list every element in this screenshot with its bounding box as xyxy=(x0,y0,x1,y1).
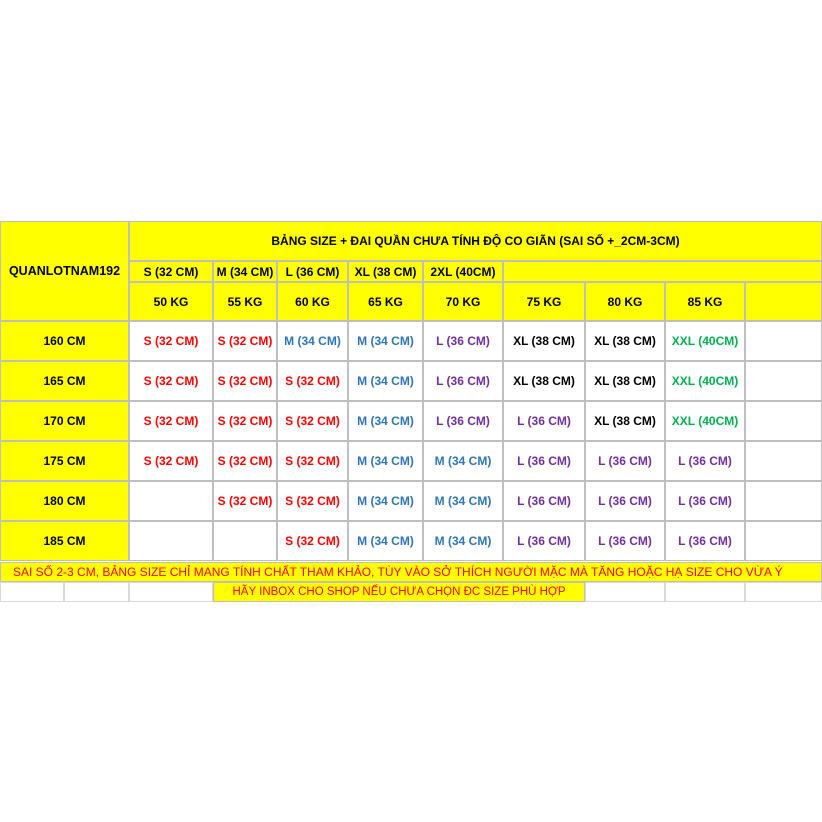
weight-header: 55 KG xyxy=(213,282,277,321)
height-label: 160 CM xyxy=(0,321,129,361)
weight-header: 75 KG xyxy=(503,282,585,321)
weight-header: 70 KG xyxy=(423,282,503,321)
height-label: 175 CM xyxy=(0,441,129,481)
brand-cell: QUANLOTNAM192 xyxy=(0,221,129,321)
size-legend-blank xyxy=(503,261,822,282)
size-cell: XL (38 CM) xyxy=(585,321,665,361)
size-cell: XL (38 CM) xyxy=(585,401,665,441)
blank-cell xyxy=(745,441,822,481)
size-cell: L (36 CM) xyxy=(585,521,665,561)
size-cell: M (34 CM) xyxy=(348,361,423,401)
size-legend-xl: XL (38 CM) xyxy=(348,261,423,282)
weight-header: 60 KG xyxy=(277,282,348,321)
size-cell: M (34 CM) xyxy=(348,401,423,441)
size-legend-m: M (34 CM) xyxy=(213,261,277,282)
size-cell: XL (38 CM) xyxy=(585,361,665,401)
disclaimer-note: SAI SỐ 2-3 CM, BẢNG SIZE CHỈ MANG TÍNH CHẤT THAM KHẢO, TÙY VÀO SỞ THÍCH NGƯỜI MẶC MÀ TĂNG HOẶC HẠ SIZE CHO VỪA Ý xyxy=(0,562,822,582)
size-cell: L (36 CM) xyxy=(423,321,503,361)
size-cell: L (36 CM) xyxy=(585,481,665,521)
weight-header: 85 KG xyxy=(665,282,745,321)
size-cell: S (32 CM) xyxy=(277,481,348,521)
size-cell: S (32 CM) xyxy=(213,361,277,401)
blank-cell xyxy=(64,582,129,602)
weight-header: 50 KG xyxy=(129,282,213,321)
blank-cell xyxy=(745,321,822,361)
empty-cell xyxy=(129,481,213,521)
size-cell: L (36 CM) xyxy=(665,481,745,521)
height-label: 165 CM xyxy=(0,361,129,401)
size-cell: XXL (40CM) xyxy=(665,321,745,361)
size-cell: M (34 CM) xyxy=(348,521,423,561)
size-cell: L (36 CM) xyxy=(423,361,503,401)
size-cell: M (34 CM) xyxy=(423,481,503,521)
size-cell: M (34 CM) xyxy=(423,521,503,561)
size-chart xyxy=(0,221,822,602)
size-cell: XL (38 CM) xyxy=(503,321,585,361)
blank-cell xyxy=(665,582,745,602)
blank-cell xyxy=(585,582,665,602)
blank-cell xyxy=(745,481,822,521)
size-cell: S (32 CM) xyxy=(129,401,213,441)
size-cell: L (36 CM) xyxy=(665,441,745,481)
size-cell: S (32 CM) xyxy=(129,441,213,481)
size-cell: L (36 CM) xyxy=(665,521,745,561)
size-cell: M (34 CM) xyxy=(348,481,423,521)
weight-header-blank xyxy=(745,282,822,321)
size-cell: S (32 CM) xyxy=(277,361,348,401)
size-cell: L (36 CM) xyxy=(503,481,585,521)
size-legend-s: S (32 CM) xyxy=(129,261,213,282)
blank-cell xyxy=(0,582,64,602)
size-cell: S (32 CM) xyxy=(277,401,348,441)
blank-cell xyxy=(745,582,822,602)
blank-cell xyxy=(129,582,213,602)
blank-cell xyxy=(745,521,822,561)
empty-cell xyxy=(129,521,213,561)
blank-cell xyxy=(745,361,822,401)
size-cell: XXL (40CM) xyxy=(665,361,745,401)
size-cell: M (34 CM) xyxy=(277,321,348,361)
weight-header: 65 KG xyxy=(348,282,423,321)
weight-header: 80 KG xyxy=(585,282,665,321)
size-cell: M (34 CM) xyxy=(348,441,423,481)
size-cell: M (34 CM) xyxy=(348,321,423,361)
height-label: 180 CM xyxy=(0,481,129,521)
size-cell: S (32 CM) xyxy=(277,441,348,481)
size-cell: L (36 CM) xyxy=(423,401,503,441)
chart-title: BẢNG SIZE + ĐAI QUẦN CHƯA TÍNH ĐỘ CO GIÃN (SAI SỐ +_2CM-3CM) xyxy=(129,221,822,261)
size-cell: M (34 CM) xyxy=(423,441,503,481)
size-cell: S (32 CM) xyxy=(129,361,213,401)
size-cell: XXL (40CM) xyxy=(665,401,745,441)
size-cell: L (36 CM) xyxy=(503,441,585,481)
size-cell: S (32 CM) xyxy=(213,321,277,361)
empty-cell xyxy=(213,521,277,561)
height-label: 170 CM xyxy=(0,401,129,441)
size-cell: S (32 CM) xyxy=(213,481,277,521)
height-label: 185 CM xyxy=(0,521,129,561)
size-legend-l: L (36 CM) xyxy=(277,261,348,282)
size-cell: S (32 CM) xyxy=(213,401,277,441)
size-cell: L (36 CM) xyxy=(503,521,585,561)
size-cell: L (36 CM) xyxy=(585,441,665,481)
size-cell: S (32 CM) xyxy=(129,321,213,361)
size-cell: L (36 CM) xyxy=(503,401,585,441)
size-cell: XL (38 CM) xyxy=(503,361,585,401)
size-cell: S (32 CM) xyxy=(277,521,348,561)
size-cell: S (32 CM) xyxy=(213,441,277,481)
blank-cell xyxy=(745,401,822,441)
inbox-note: HÃY INBOX CHO SHOP NẾU CHƯA CHỌN ĐC SIZE PHÙ HỢP xyxy=(213,582,585,602)
size-legend-2xl: 2XL (40CM) xyxy=(423,261,503,282)
